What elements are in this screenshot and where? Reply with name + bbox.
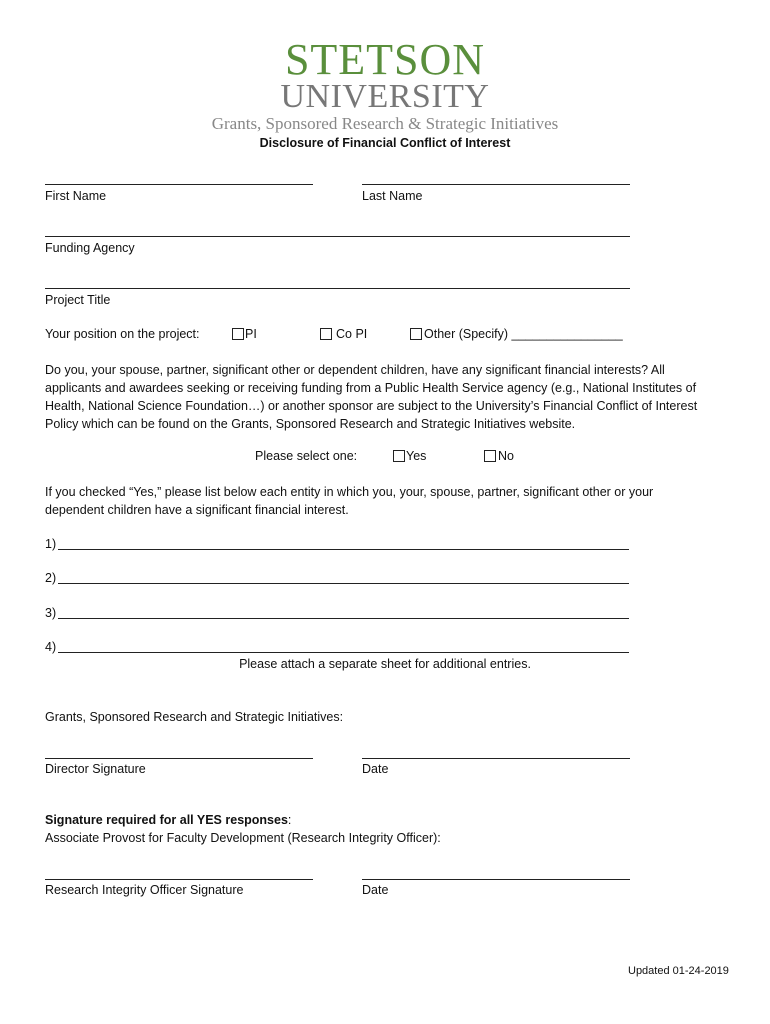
rio-signature-label: Research Integrity Officer Signature bbox=[45, 883, 244, 897]
financial-interest-question: Do you, your spouse, partner, significant other or dependent children, have any significant financial interests? All applicants and awardees seeking or receiving funding from a Public Health Service agency (e.g., National Institutes of Health, National Science Foundation…) or another sponsor are subject to the University’s Financial Conflict of Interest Policy which can be found on the Grants, Sponsored Research and Strategic Initiatives website. bbox=[45, 363, 698, 431]
first-name-label: First Name bbox=[45, 189, 107, 203]
entity-number: 3) bbox=[45, 606, 57, 620]
director-heading: Grants, Sponsored Research and Strategic Initiatives: bbox=[45, 710, 344, 724]
director-date-label: Date bbox=[362, 762, 389, 776]
project-title-field[interactable] bbox=[45, 288, 630, 289]
entity-number: 4) bbox=[45, 640, 57, 654]
entity-3-field[interactable] bbox=[58, 618, 629, 619]
last-name-field[interactable] bbox=[362, 184, 630, 185]
no-checkbox[interactable] bbox=[484, 450, 496, 462]
last-name-label: Last Name bbox=[362, 189, 423, 203]
no-label: No bbox=[498, 449, 514, 463]
co-pi-option-label: Co PI bbox=[336, 327, 368, 341]
director-signature-field[interactable] bbox=[45, 758, 313, 759]
director-signature-label: Director Signature bbox=[45, 762, 146, 776]
entity-4-field[interactable] bbox=[58, 652, 629, 653]
entities-instructions: If you checked “Yes,” please list below each entity in which you, your, spouse, partner, significant other or your dependent children have a significant financial interest. bbox=[45, 485, 654, 517]
pi-option-label: PI bbox=[245, 327, 257, 341]
signature-required-colon: : bbox=[287, 813, 292, 827]
rio-signature-field[interactable] bbox=[45, 879, 313, 880]
project-title-label: Project Title bbox=[45, 293, 111, 307]
provost-label: Associate Provost for Faculty Development (Research Integrity Officer): bbox=[45, 831, 441, 845]
form-title: Disclosure of Financial Conflict of Interest bbox=[259, 136, 511, 150]
signature-required-text: Signature required for all YES responses bbox=[45, 813, 288, 827]
yes-checkbox[interactable] bbox=[393, 450, 405, 462]
entity-1-field[interactable] bbox=[58, 549, 629, 550]
logo-university: UNIVERSITY bbox=[280, 78, 490, 115]
director-date-field[interactable] bbox=[362, 758, 630, 759]
entity-number: 2) bbox=[45, 571, 57, 585]
logo-stetson: STETSON bbox=[284, 35, 486, 84]
position-label: Your position on the project: bbox=[45, 327, 200, 341]
rio-date-field[interactable] bbox=[362, 879, 630, 880]
funding-agency-field[interactable] bbox=[45, 236, 630, 237]
signature-required-note bbox=[45, 813, 291, 828]
rio-date-label: Date bbox=[362, 883, 389, 897]
select-one-label: Please select one: bbox=[255, 449, 358, 463]
other-checkbox[interactable] bbox=[410, 328, 422, 340]
entity-2-field[interactable] bbox=[58, 583, 629, 584]
first-name-field[interactable] bbox=[45, 184, 313, 185]
additional-entries-note: Please attach a separate sheet for additional entries. bbox=[239, 657, 531, 671]
other-option-label: Other (Specify) ________________ bbox=[424, 327, 623, 341]
pi-checkbox[interactable] bbox=[232, 328, 244, 340]
updated-date: Updated 01-24-2019 bbox=[628, 965, 729, 977]
yes-label: Yes bbox=[406, 449, 427, 463]
funding-agency-label: Funding Agency bbox=[45, 241, 135, 255]
office-name: Grants, Sponsored Research & Strategic Initiatives bbox=[211, 114, 559, 133]
entity-number: 1) bbox=[45, 537, 57, 551]
co-pi-checkbox[interactable] bbox=[320, 328, 332, 340]
